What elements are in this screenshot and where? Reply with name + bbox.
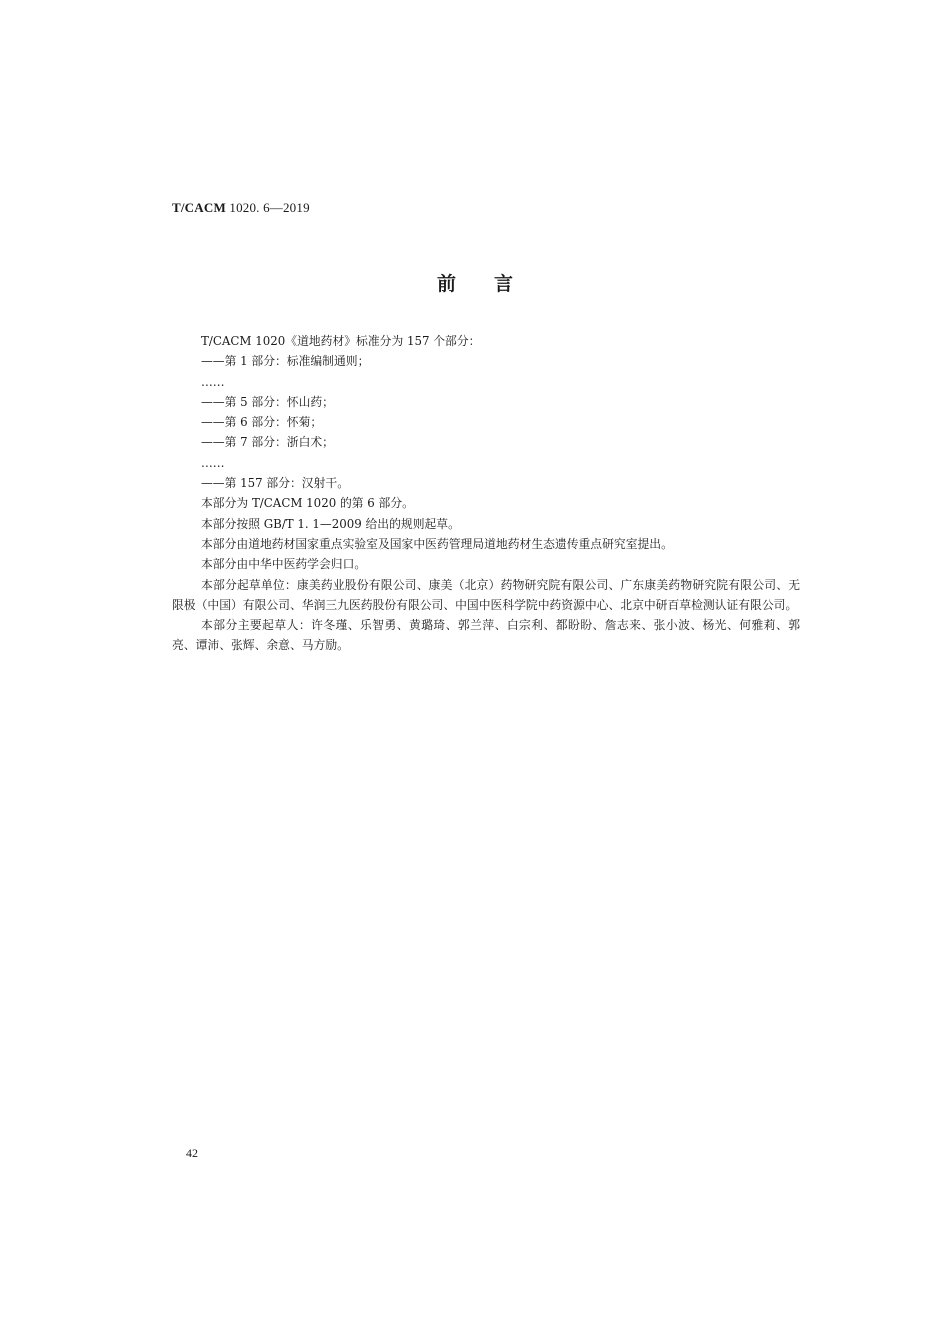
- document-code-prefix: T/CACM: [172, 200, 226, 215]
- document-code: [172, 200, 310, 216]
- document-code-number: 1020. 6—2019: [229, 200, 310, 215]
- foreword-body: [172, 331, 800, 656]
- drafting-units-paragraph: 本部分起草单位：康美药业股份有限公司、康美（北京）药物研究院有限公司、广东康美药物研究院有限公司、无限极（中国）有限公司、华润三九医药股份有限公司、中国中医科学院中药资源中心、北京中研百草检测认证有限公司。: [172, 577, 800, 612]
- list-item: ——第 157 部分：汉射干。: [201, 476, 349, 491]
- statement-line: 本部分为 T/CACM 1020 的第 6 部分。: [201, 496, 414, 511]
- list-item: ——第 5 部分：怀山药；: [201, 394, 334, 409]
- page-number: 42: [186, 1146, 198, 1160]
- ellipsis-line: ……: [201, 455, 225, 470]
- list-item: ——第 6 部分：怀菊；: [201, 415, 323, 430]
- statement-line: 本部分按照 GB/T 1. 1—2009 给出的规则起草。: [201, 516, 460, 531]
- drafters-paragraph: 本部分主要起草人：许冬瑾、乐智勇、黄璐琦、郭兰萍、白宗利、都盼盼、詹志来、张小波、杨光、何雅莉、郭亮、谭沛、张辉、余意、马方励。: [172, 618, 800, 653]
- ellipsis-line: ……: [201, 374, 225, 389]
- list-item: ——第 7 部分：浙白术；: [201, 435, 334, 450]
- intro-line: T/CACM 1020《道地药材》标准分为 157 个部分：: [201, 334, 481, 348]
- list-item: ——第 1 部分：标准编制通则；: [201, 354, 370, 369]
- statement-line: 本部分由中华中医药学会归口。: [201, 557, 367, 572]
- page-title: 前言: [436, 273, 551, 295]
- statement-line: 本部分由道地药材国家重点实验室及国家中医药管理局道地药材生态遗传重点研究室提出。: [201, 536, 673, 551]
